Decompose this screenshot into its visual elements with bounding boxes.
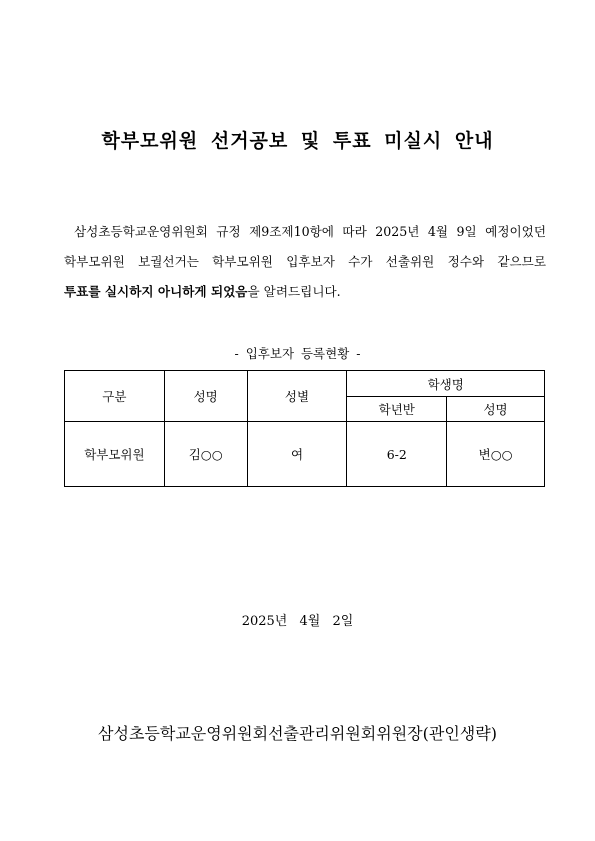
cell-student-class: 6-2 <box>347 422 447 487</box>
paragraph-line-1: 삼성초등학교운영위원회 규정 제9조제10항에 따라 2025년 4월 9일 예정이었던 <box>74 224 546 239</box>
document-title: 학부모위원 선거공보 및 투표 미실시 안내 <box>101 130 494 152</box>
header-name: 성명 <box>164 371 247 422</box>
cell-name: 김○○ <box>164 422 247 487</box>
cell-student-name: 변○○ <box>447 422 545 487</box>
header-category: 구분 <box>65 371 165 422</box>
notice-paragraph <box>64 217 546 307</box>
paragraph-emphasis: 투표를 실시하지 아니하게 되었음 <box>64 284 248 299</box>
paragraph-line-3-rest: 을 알려드립니다. <box>247 284 341 299</box>
header-student-group: 학생명 <box>347 371 545 397</box>
table-row <box>65 422 545 487</box>
cell-gender: 여 <box>247 422 347 487</box>
document-date: 2025년 4월 2일 <box>241 614 354 629</box>
signature-line: 삼성초등학교운영위원회선출관리위원회위원장(관인생략) <box>98 724 497 743</box>
header-student-class: 학년반 <box>347 397 447 422</box>
header-gender: 성별 <box>247 371 347 422</box>
header-student-name: 성명 <box>447 397 545 422</box>
table-header-row <box>65 371 545 397</box>
candidate-registration-table <box>64 370 545 487</box>
paragraph-line-3 <box>64 277 546 307</box>
paragraph-line-2: 학부모위원 보궐선거는 학부모위원 입후보자 수가 선출위원 정수와 같으므로 <box>64 254 546 269</box>
table-caption: - 입후보자 등록현황 - <box>234 346 361 361</box>
cell-category: 학부모위원 <box>65 422 165 487</box>
